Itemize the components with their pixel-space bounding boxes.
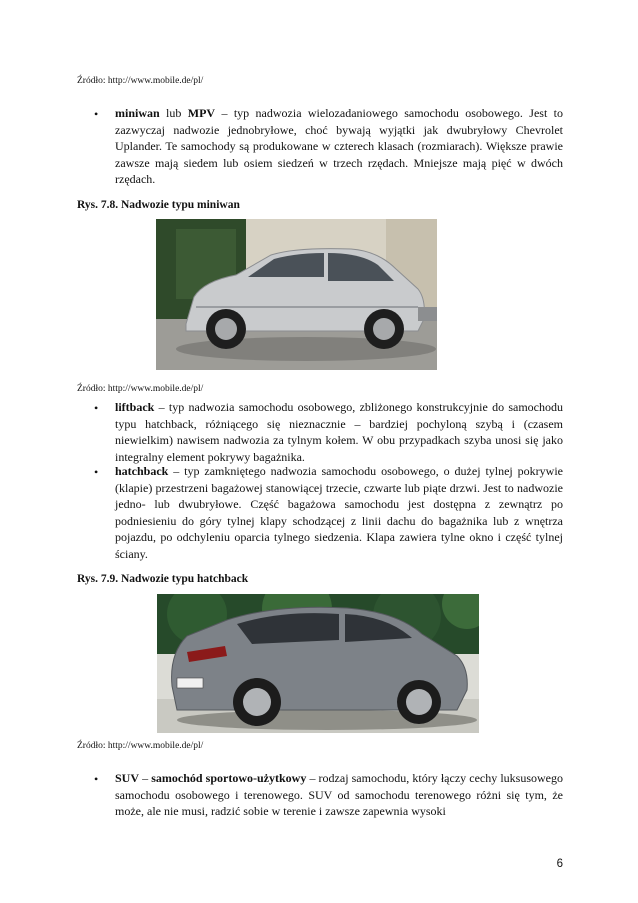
liftback-text: – typ nadwozia samochodu osobowego, zbliżonego konstrukcyjnie do samochodu typu hatchback, różniącego się nieznacznie – bardziej pochyloną szybą i (czasem niewielkim) nawisem nadwozia za tylnym kołem. W obu przypadkach szyba unosi się jako integralny element pokrywy bagażnika. xyxy=(115,400,563,464)
bullet-marker: • xyxy=(94,465,99,479)
suv-paragraph xyxy=(115,770,563,820)
term-mpv: MPV xyxy=(187,106,216,120)
page-number: 6 xyxy=(556,858,563,870)
caption-hatchback: Rys. 7.9. Nadwozie typu hatchback xyxy=(77,573,249,585)
hatchback-image xyxy=(157,594,479,733)
minivan-photo xyxy=(156,219,437,370)
bullet-marker: • xyxy=(94,107,99,121)
suv-text: – rodzaj samochodu, który łączy cechy luksusowego samochodu osobowego i terenowego. SUV od samochodu terenowego różni się tym, że może, ale nie musi, radzić sobie w terenie i zawsze zapewnia wysoki xyxy=(115,771,563,819)
connector: lub xyxy=(159,106,188,120)
hatchback-photo xyxy=(157,594,479,733)
dash: – xyxy=(139,771,152,785)
source-note-top: Źródło: http://www.mobile.de/pl/ xyxy=(77,76,204,86)
minivan-image xyxy=(156,219,437,370)
source-note-minivan: Źródło: http://www.mobile.de/pl/ xyxy=(77,384,204,394)
hatchback-text: – typ zamkniętego nadwozia samochodu osobowego, o dużej tylnej pokrywie (klapie) przestrzeni bagażowej stanowiącej trzecie, czwarte lub piąte drzwi. Jest to nadwozie jedno- lub dwubryłowe. Część bagażowa samochodu jest dostępna z zewnątrz po podniesieniu do góry tylnej klapy schodzącej z linii dachu do bagażnika lub z wnętrza pojazdu, po odchyleniu oparcia tylnego siedzenia. Klapa zawiera tylne okno i część tylnej ściany. xyxy=(115,464,563,561)
minivan-paragraph xyxy=(115,105,563,188)
term-suv-full: samochód sportowo-użytkowy xyxy=(151,771,307,785)
hatchback-paragraph xyxy=(115,463,563,563)
source-note-hatchback: Źródło: http://www.mobile.de/pl/ xyxy=(77,741,204,751)
term-suv: SUV xyxy=(115,771,140,785)
minivan-text: – typ nadwozia wielozadaniowego samochodu osobowego. Jest to zazwyczaj nadwozie jednobryłowe, choć bywają wyjątki jak dwubryłowy Chevrolet Uplander. Te samochody są produkowane w czterech klasach (rozmiarach). Większe prawie zawsze mają siedem lub osiem siedzeń w trzech rzędach. Mniejsze mają pięć w dwóch rzędach. xyxy=(115,106,563,187)
term-hatchback: hatchback xyxy=(115,464,169,478)
liftback-paragraph xyxy=(115,399,563,465)
caption-minivan: Rys. 7.8. Nadwozie typu miniwan xyxy=(77,199,240,211)
bullet-marker: • xyxy=(94,401,99,415)
term-minivan: miniwan xyxy=(115,106,160,120)
term-liftback: liftback xyxy=(115,400,155,414)
bullet-marker: • xyxy=(94,772,99,786)
